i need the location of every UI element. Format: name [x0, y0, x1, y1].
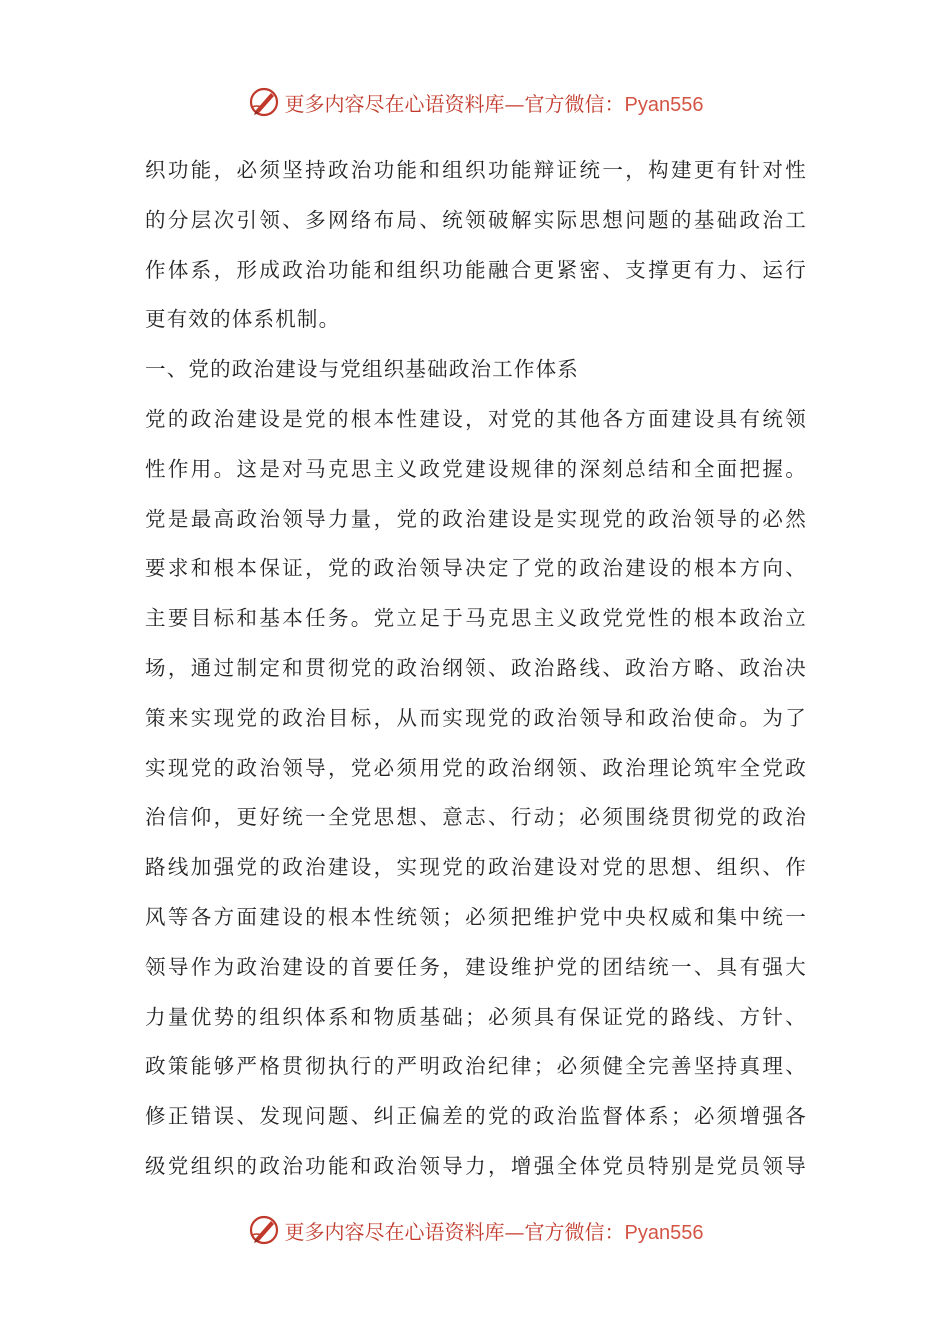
header-banner: [0, 82, 950, 122]
body-line: 策来实现党的政治目标，从而实现党的政治领导和政治使命。为了: [145, 705, 807, 730]
body-line: 更有效的体系机制。: [145, 307, 341, 332]
body-line: 路线加强党的政治建设，实现党的政治建设对党的思想、组织、作: [145, 855, 807, 880]
body-line: 场，通过制定和贯彻党的政治纲领、政治路线、政治方略、政治决: [145, 655, 807, 680]
header-wechat-label: 官方微信：: [524, 91, 625, 116]
body-line: 政策能够严格贯彻执行的严明政治纪律；必须健全完善坚持真理、: [145, 1054, 807, 1079]
footer-dash: —: [504, 1219, 525, 1244]
pen-circle-logo-icon: [247, 1213, 281, 1247]
body-line: 党的政治建设是党的根本性建设，对党的其他各方面建设具有统领: [145, 406, 807, 431]
footer-banner: [0, 1210, 950, 1250]
header-dash: —: [504, 91, 525, 116]
header-handle: Pyan556: [624, 93, 704, 116]
body-line: 作体系，形成政治功能和组织功能融合更紧密、支撑更有力、运行: [145, 257, 807, 282]
footer-handle: Pyan556: [624, 1221, 704, 1244]
document-body: [145, 146, 807, 1192]
body-line: 织功能，必须坚持政治功能和组织功能辩证统一，构建更有针对性: [145, 158, 807, 182]
body-line: 的分层次引领、多网络布局、统领破解实际思想问题的基础政治工: [145, 207, 807, 232]
body-line: 级党组织的政治功能和政治领导力，增强全体党员特别是党员领导: [145, 1153, 807, 1178]
body-line: 领导作为政治建设的首要任务，建设维护党的团结统一、具有强大: [145, 954, 807, 979]
header-site-text: 更多内容尽在心语资料库: [284, 91, 505, 116]
header-banner-text: [285, 88, 704, 117]
body-line: 主要目标和基本任务。党立足于马克思主义政党党性的根本政治立: [145, 606, 807, 631]
body-line: 性作用。这是对马克思主义政党建设规律的深刻总结和全面把握。: [145, 456, 807, 481]
body-line: 党是最高政治领导力量，党的政治建设是实现党的政治领导的必然: [145, 506, 807, 531]
body-line: 力量优势的组织体系和物质基础；必须具有保证党的路线、方针、: [145, 1004, 807, 1029]
footer-banner-text: [285, 1216, 704, 1245]
footer-wechat-label: 官方微信：: [524, 1219, 625, 1244]
body-line: 修正错误、发现问题、纠正偏差的党的政治监督体系；必须增强各: [145, 1104, 807, 1129]
body-line: 实现党的政治领导，党必须用党的政治纲领、政治理论筑牢全党政: [145, 755, 807, 780]
body-line: 治信仰，更好统一全党思想、意志、行动；必须围绕贯彻党的政治: [145, 805, 807, 830]
body-line: 风等各方面建设的根本性统领；必须把维护党中央权威和集中统一: [145, 904, 807, 929]
section-heading: 一、党的政治建设与党组织基础政治工作体系: [145, 357, 579, 382]
pen-circle-logo-icon: [247, 85, 281, 119]
body-line: 要求和根本保证，党的政治领导决定了党的政治建设的根本方向、: [145, 556, 807, 581]
footer-site-text: 更多内容尽在心语资料库: [284, 1219, 505, 1244]
